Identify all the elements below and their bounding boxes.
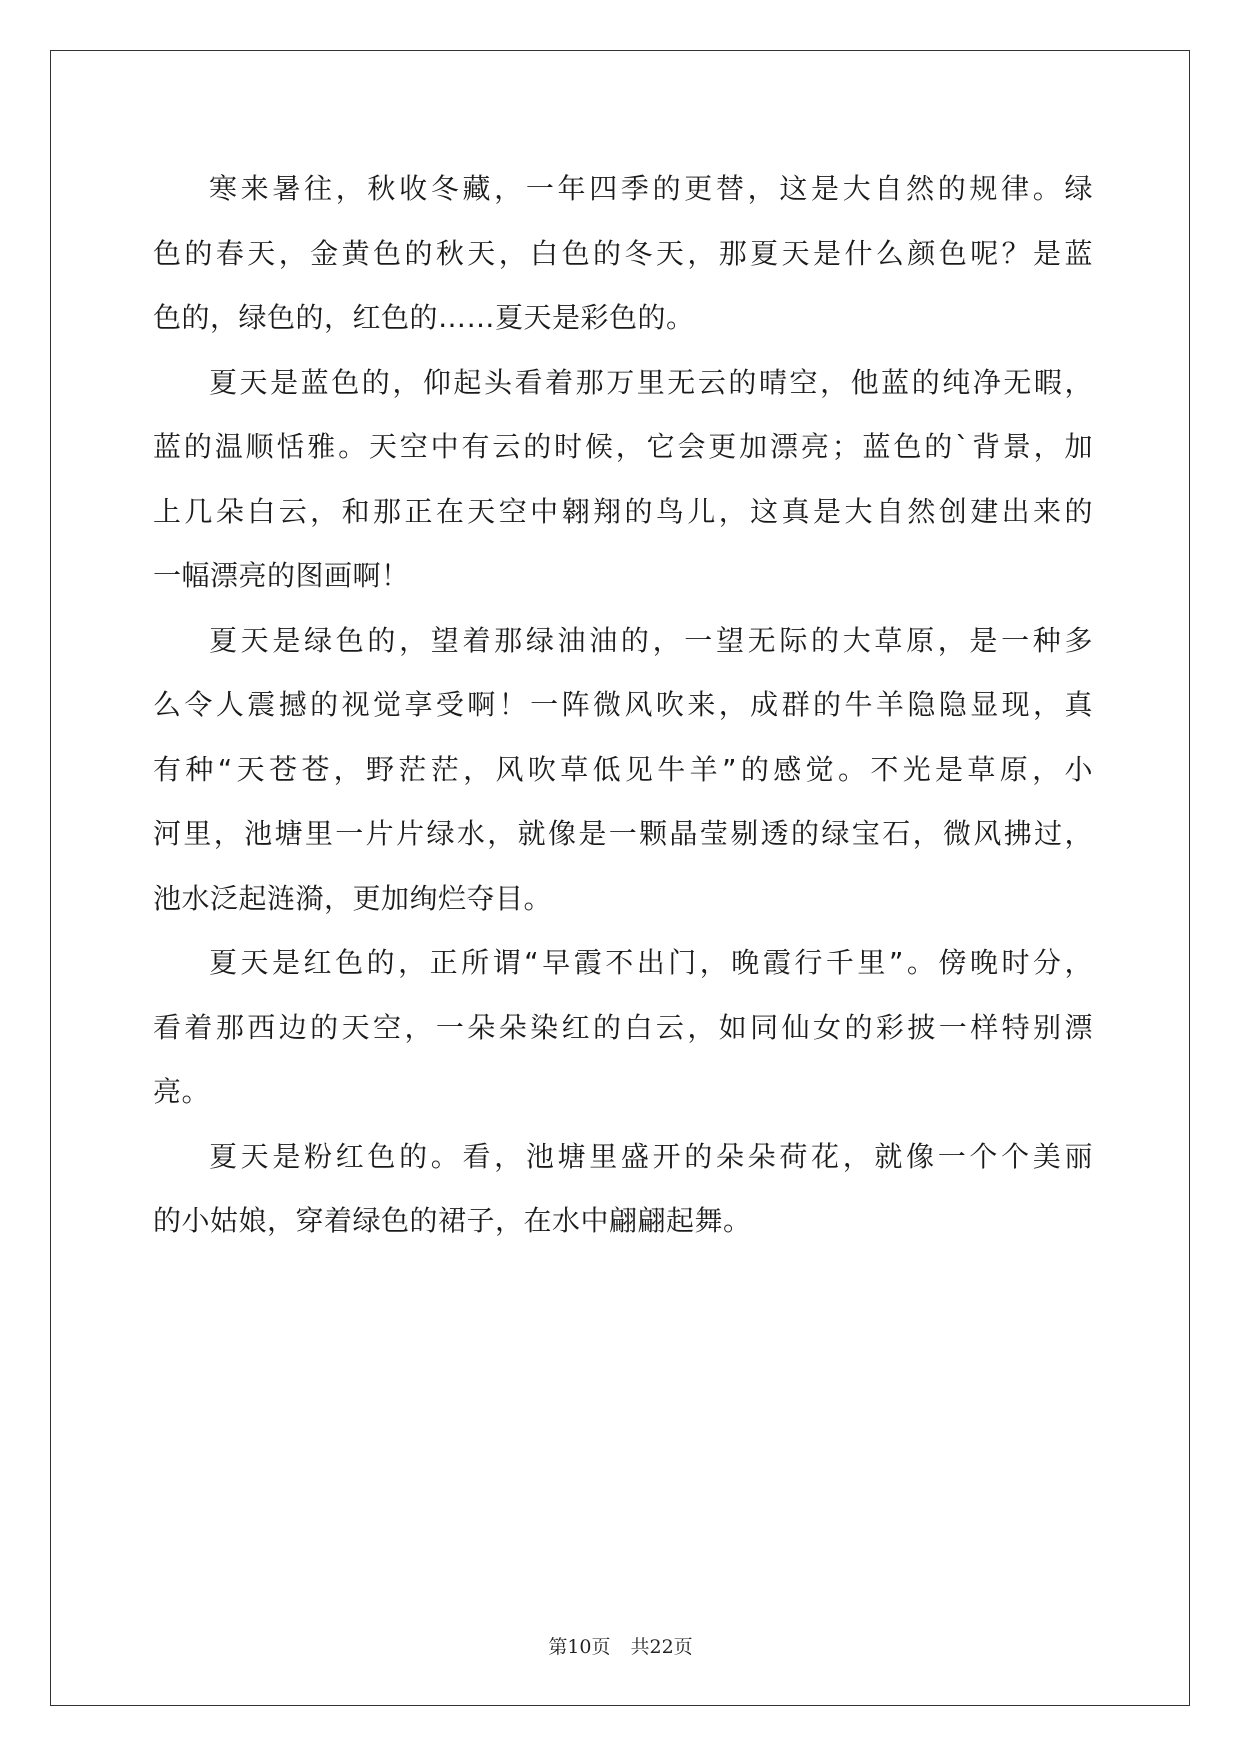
text-line: 色的春天，金黄色的秋天，白色的冬天，那夏天是什么颜色呢？是蓝 <box>153 236 1093 270</box>
text-line: 河里，池塘里一片片绿水，就像是一颗晶莹剔透的绿宝石，微风拂过， <box>153 817 1093 850</box>
text-line: 亮。 <box>153 1075 211 1108</box>
paragraph-1 <box>153 157 1093 351</box>
total-pages: 共22页 <box>630 1636 693 1658</box>
text-line: 蓝的温顺恬雅。天空中有云的时候，它会更加漂亮；蓝色的`背景，加 <box>153 430 1093 463</box>
text-line: 池水泛起涟漪，更加绚烂夺目。 <box>153 881 553 915</box>
text-line: 有种“天苍苍，野茫茫，风吹草低见牛羊”的感觉。不光是草原，小 <box>153 752 1093 786</box>
text-line: 寒来暑往，秋收冬藏，一年四季的更替，这是大自然的规律。绿 <box>209 172 1093 205</box>
page-footer <box>0 1632 1241 1659</box>
text-line: 夏天是绿色的，望着那绿油油的，一望无际的大草原，是一种多 <box>209 623 1093 657</box>
text-line: 色的，绿色的，红色的……夏天是彩色的。 <box>153 301 695 334</box>
document-body <box>153 157 1093 1254</box>
text-line: 看着那西边的天空，一朵朵染红的白云，如同仙女的彩披一样特别漂 <box>153 1010 1093 1044</box>
text-line: 夏天是蓝色的，仰起头看着那万里无云的晴空，他蓝的纯净无暇， <box>209 365 1093 399</box>
page-number: 第10页 <box>548 1636 611 1658</box>
text-line: 夏天是红色的，正所谓“早霞不出门，晚霞行千里”。傍晚时分， <box>209 946 1093 979</box>
text-line: 夏天是粉红色的。看，池塘里盛开的朵朵荷花，就像一个个美丽 <box>209 1139 1093 1173</box>
paragraph-4 <box>153 931 1093 1125</box>
text-line: 上几朵白云，和那正在天空中翱翔的鸟儿，这真是大自然创建出来的 <box>153 494 1093 528</box>
paragraph-3 <box>153 609 1093 932</box>
text-line: 么令人震撼的视觉享受啊！一阵微风吹来，成群的牛羊隐隐显现，真 <box>153 688 1093 721</box>
text-line: 一幅漂亮的图画啊！ <box>153 559 410 592</box>
paragraph-5 <box>153 1125 1093 1254</box>
text-line: 的小姑娘，穿着绿色的裙子，在水中翩翩起舞。 <box>153 1204 752 1237</box>
paragraph-2 <box>153 351 1093 609</box>
